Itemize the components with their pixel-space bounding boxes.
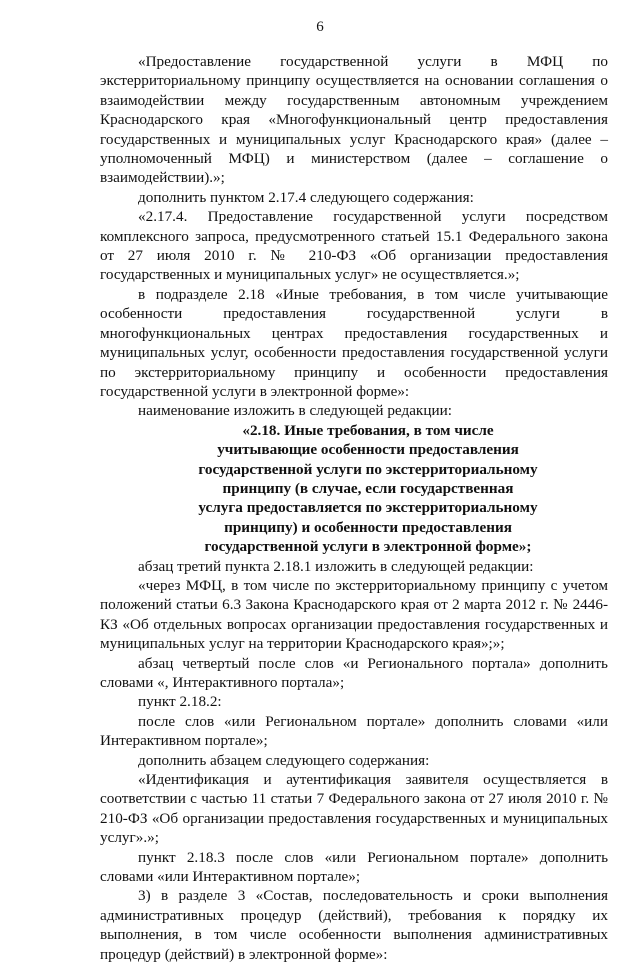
section-heading [100, 421, 608, 557]
paragraph: абзац четвертый после слов «и Регионального портала» дополнить словами «, Интерактивного портала»; [100, 654, 608, 691]
paragraph: после слов «или Региональном портале» дополнить словами «или Интерактивном портале»; [100, 712, 608, 750]
paragraph: абзац третий пункта 2.18.1 изложить в следующей редакции: [138, 557, 534, 575]
paragraph: дополнить абзацем следующего содержания: [138, 751, 430, 769]
document-body [100, 52, 608, 964]
paragraph: дополнить пунктом 2.17.4 следующего содержания: [138, 188, 474, 206]
heading-line: учитывающие особенности предоставления [217, 441, 519, 459]
heading-line: «2.18. Иные требования, в том числе [242, 421, 494, 439]
paragraph: пункт 2.18.2: [138, 693, 222, 711]
paragraph: «2.17.4. Предоставление государственной услуги посредством комплексного запроса, предусмотренного статьей 15.1 Федерального закона от 27 июля 2010 г. № 210-ФЗ «Об организации предоставления государственных и муниципальных услуг» не осуществляется.»; [100, 208, 608, 284]
heading-line: государственной услуги в электронной форме»; [204, 538, 532, 556]
paragraph: в подразделе 2.18 «Иные требования, в том числе учитывающие особенности предоставления государственной услуги в многофункциональных центрах предоставления государственных и муниципальных услуг, особенности предоставления государственной услуги по экстерриториальному принципу и особенности предоставления государственной услуги в электронной форме»: [100, 285, 608, 400]
paragraph: «Предоставление государственной услуги в МФЦ по экстерриториальному принципу осуществляется на основании соглашения о взаимодействии между государственным автономным учреждением Краснодарского края «Многофункциональный центр предоставления государственных и муниципальных услуг Краснодарского края» (далее – уполномоченный МФЦ) и министерством (далее – соглашение о взаимодействии).»; [100, 53, 608, 187]
heading-line: принципу) и особенности предоставления [224, 518, 512, 536]
page-number: 6 [316, 19, 324, 35]
paragraph: наименование изложить в следующей редакции: [138, 402, 452, 420]
heading-line: принципу (в случае, если государственная [222, 479, 514, 497]
paragraph: «Идентификация и аутентификация заявителя осуществляется в соответствии с частью 11 статьи 7 Федерального закона от 27 июля 2010 г. № 210-ФЗ «Об организации предоставления государственных и муниципальных услуг».»; [100, 771, 608, 847]
heading-line: государственной услуги по экстерриториальному [198, 460, 538, 478]
heading-line: услуга предоставляется по экстерриториальному [198, 499, 538, 517]
paragraph: пункт 2.18.3 после слов «или Региональном портале» дополнить словами «или Интерактивном портале»; [100, 848, 608, 886]
paragraph: «через МФЦ, в том числе по экстерриториальному принципу с учетом положений статьи 6.3 Закона Краснодарского края от 2 марта 2012 г. № 2446-КЗ «Об отдельных вопросах организации предоставления государственных и муниципальных услуг на территории Краснодарского края»;»; [100, 576, 608, 653]
paragraph: 3) в разделе 3 «Состав, последовательность и сроки выполнения административных процедур (действий), требования к порядку их выполнения, в том числе особенности выполнения административных процедур (действий) в электронной форме»: [100, 887, 608, 963]
